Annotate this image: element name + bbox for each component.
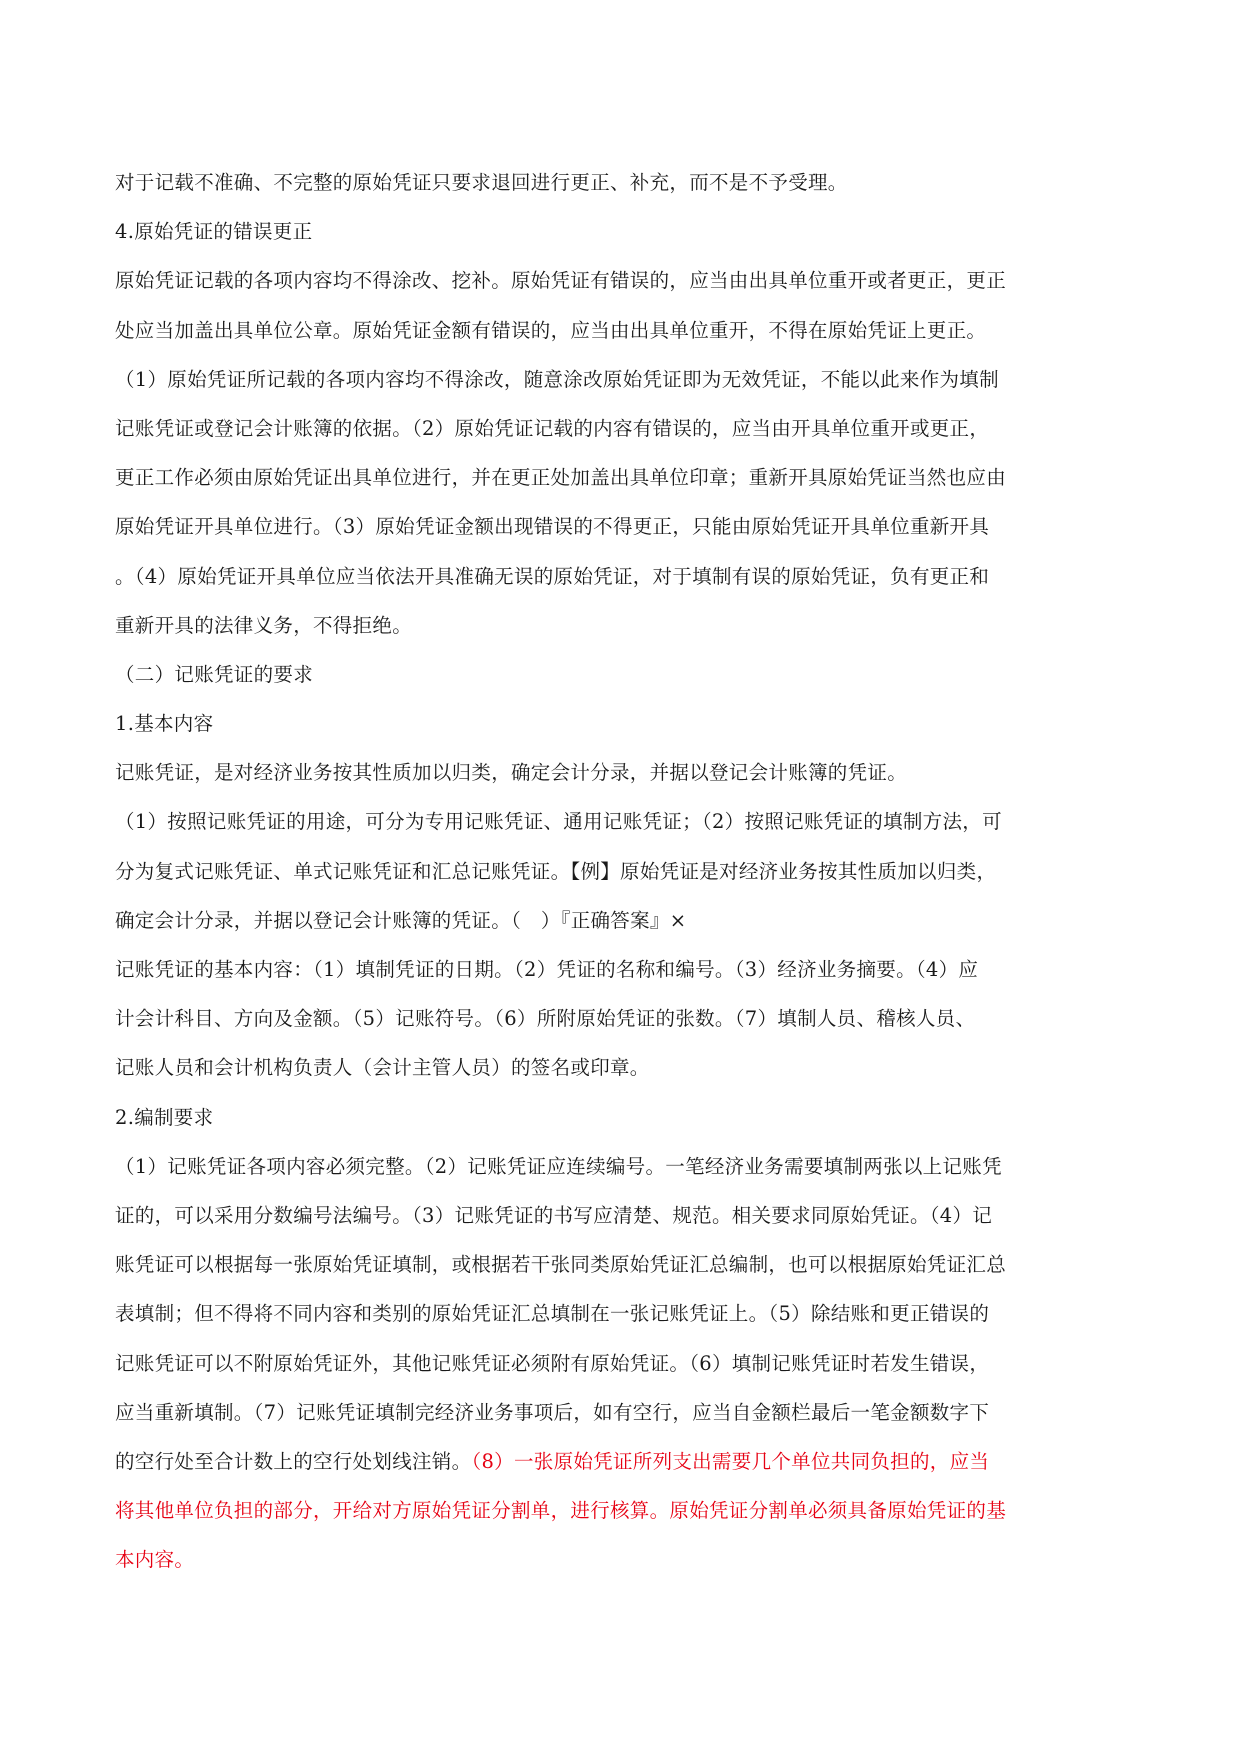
text-line-23: [115, 1240, 1115, 1289]
line-text: 。（4）原始凭证开具单位应当依法开具准确无误的原始凭证，对于填制有误的原始凭证，负有更正和: [115, 564, 990, 588]
line-text: 1.基本内容: [115, 712, 214, 736]
text-line-24: [115, 1289, 1115, 1338]
text-line-25: [115, 1339, 1115, 1388]
line-text: 表填制；但不得将不同内容和类别的原始凭证汇总填制在一张记账凭证上。（5）除结账和更正错误的: [115, 1302, 990, 1326]
text-line-6: [115, 404, 1115, 453]
line-text: 记账凭证，是对经济业务按其性质加以归类，确定会计分录，并据以登记会计账簿的凭证。: [115, 761, 908, 785]
highlighted-text: 本内容。: [115, 1548, 195, 1572]
text-line-19: [115, 1043, 1115, 1092]
line-text: 的空行处至合计数上的空行处划线注销。: [115, 1449, 472, 1473]
highlighted-text: （8）一张原始凭证所列支出需要几个单位共同负担的，应当: [471, 1449, 990, 1473]
text-line-22: [115, 1191, 1115, 1240]
document-body: [115, 158, 1115, 1584]
text-line-17: [115, 945, 1115, 994]
line-text: 计会计科目、方向及金额。（5）记账符号。（6）所附原始凭证的张数。（7）填制人员、稽核人员、: [115, 1007, 976, 1031]
line-text: 对于记载不准确、不完整的原始凭证只要求退回进行更正、补充，而不是不予受理。: [115, 171, 848, 194]
text-line-5: [115, 355, 1115, 404]
text-line-13: [115, 748, 1115, 797]
section-heading-error-correction: [115, 207, 1115, 256]
line-text: 重新开具的法律义务，不得拒绝。: [115, 613, 413, 637]
text-line-7: [115, 453, 1115, 502]
text-line-4: [115, 306, 1115, 355]
text-line-14: [115, 797, 1115, 846]
line-text: 证的，可以采用分数编号法编号。（3）记账凭证的书写应清楚、规范。相关要求同原始凭证。（4）记: [115, 1203, 993, 1227]
text-line-26: [115, 1388, 1115, 1437]
text-line-8: [115, 502, 1115, 551]
line-text: （1）原始凭证所记载的各项内容均不得涂改，随意涂改原始凭证即为无效凭证，不能以此来作为填制: [115, 367, 999, 391]
text-line-18: [115, 994, 1115, 1043]
section-heading-basic-content: [115, 699, 1115, 748]
line-text: 分为复式记账凭证、单式记账凭证和汇总记账凭证。【例】原始凭证是对经济业务按其性质加以归类，: [115, 859, 997, 883]
line-text: 记账人员和会计机构负责人（会计主管人员）的签名或印章。: [115, 1056, 650, 1080]
line-text: 原始凭证记载的各项内容均不得涂改、挖补。原始凭证有错误的，应当由出具单位重开或者更正，更正: [115, 269, 1007, 293]
text-line-29: [115, 1535, 1115, 1584]
line-text: 4.原始凭证的错误更正: [115, 220, 313, 244]
highlighted-text: 将其他单位负担的部分，开给对方原始凭证分割单，进行核算。原始凭证分割单必须具备原始凭证的基: [115, 1499, 1007, 1523]
text-line-27: [115, 1437, 1115, 1486]
line-text: 处应当加盖出具单位公章。原始凭证金额有错误的，应当由出具单位重开，不得在原始凭证上更正。: [115, 318, 987, 342]
text-line-1: [115, 158, 1115, 207]
text-line-10: [115, 601, 1115, 650]
line-text: 更正工作必须由原始凭证出具单位进行，并在更正处加盖出具单位印章；重新开具原始凭证当然也应由: [115, 466, 1007, 490]
line-text: （二）记账凭证的要求: [115, 662, 314, 686]
line-text: 确定会计分录，并据以登记会计账簿的凭证。（ ）『正确答案』×: [115, 908, 687, 932]
line-text: （1）记账凭证各项内容必须完整。（2）记账凭证应连续编号。一笔经济业务需要填制两张以上记账凭: [115, 1154, 1002, 1178]
line-text: 记账凭证的基本内容：（1）填制凭证的日期。（2）凭证的名称和编号。（3）经济业务摘要。（4）应: [115, 958, 979, 981]
line-text: 记账凭证可以不附原始凭证外，其他记账凭证必须附有原始凭证。（6）填制记账凭证时若发生错误，: [115, 1351, 990, 1375]
section-heading-voucher-requirements: [115, 650, 1115, 699]
line-text: 2.编制要求: [115, 1105, 214, 1129]
text-line-15: [115, 847, 1115, 896]
text-line-28: [115, 1486, 1115, 1535]
text-line-3: [115, 256, 1115, 305]
text-line-21: [115, 1142, 1115, 1191]
line-text: 账凭证可以根据每一张原始凭证填制，或根据若干张同类原始凭证汇总编制，也可以根据原始凭证汇总: [115, 1253, 1007, 1277]
text-line-16: [115, 896, 1115, 945]
section-heading-compilation: [115, 1093, 1115, 1142]
line-text: 原始凭证开具单位进行。（3）原始凭证金额出现错误的不得更正，只能由原始凭证开具单位重新开具: [115, 515, 990, 539]
line-text: 应当重新填制。（7）记账凭证填制完经济业务事项后，如有空行，应当自金额栏最后一笔金额数字下: [115, 1400, 990, 1424]
text-line-9: [115, 552, 1115, 601]
line-text: 记账凭证或登记会计账簿的依据。（2）原始凭证记载的内容有错误的，应当由开具单位重开或更正，: [115, 416, 990, 440]
line-text: （1）按照记账凭证的用途，可分为专用记账凭证、通用记账凭证；（2）按照记账凭证的填制方法，可: [115, 810, 1002, 834]
